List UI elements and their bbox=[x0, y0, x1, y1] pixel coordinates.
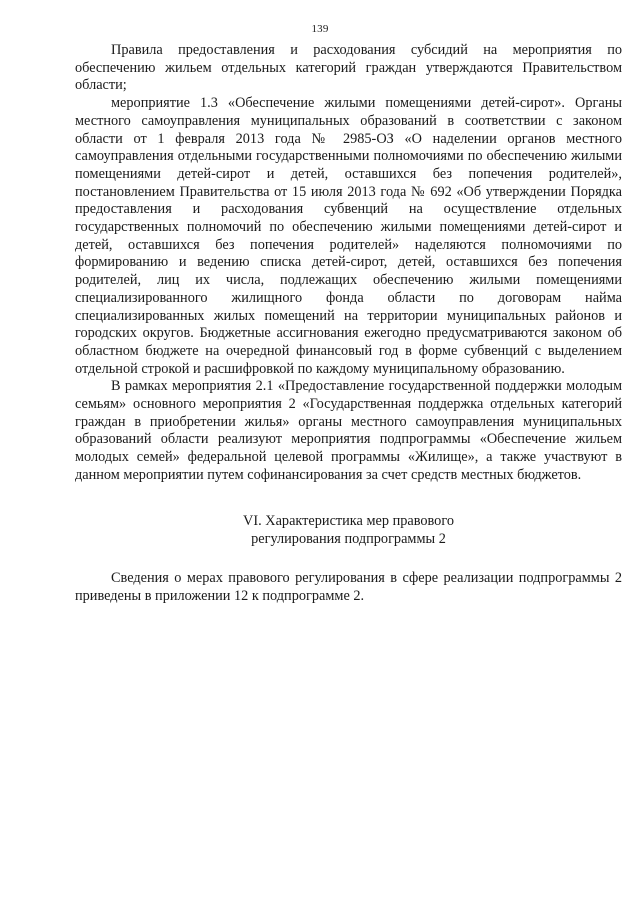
section-heading-line-1: VI. Характеристика мер правового bbox=[243, 513, 454, 529]
body-text bbox=[75, 42, 622, 485]
section-heading-line-2: регулирования подпрограммы 2 bbox=[251, 530, 446, 547]
page-number: 139 bbox=[311, 23, 329, 35]
paragraph-legal-regulation: Сведения о мерах правового регулирования в сфере реализации подпрограммы 2 приведены в приложении 12 к подпрограмме 2. bbox=[75, 570, 622, 604]
section-heading bbox=[75, 513, 622, 548]
paragraph-measure-1-3: мероприятие 1.3 «Обеспечение жилыми помещениями детей-сирот». Органы местного самоуправления муниципальных образований в соответствии с законом области от 1 февраля 2013 года № 2985-ОЗ «О наделении органов местного самоуправления отдельными государственными полномочиями по обеспечению жилыми помещениями детей-сирот и детей, оставшихся без попечения родителей», постановлением Правительства от 15 июля 2013 года № 692 «Об утверждении Порядка предоставления и расходования субвенций на осуществление отдельных государственных полномочий по обеспечению жилыми помещениями детей-сирот и детей, оставшихся без попечения родителей» наделяются полномочиями по формированию и ведению списка детей-сирот, детей, оставшихся без попечения родителей, лиц их числа, подлежащих обеспечению жилыми помещениями специализированного жилищного фонда области по договорам найма специализированных жилых помещений на территории муниципальных районов и городских округов. Бюджетные ассигнования ежегодно предусматриваются законом об областном бюджете на очередной финансовый год в форме субвенций с выделением отдельной строкой и расшифровкой по каждому муниципальному образованию. bbox=[75, 95, 622, 377]
paragraph-measure-2-1: В рамках мероприятия 2.1 «Предоставление государственной поддержки молодым семьям» основного мероприятия 2 «Государственная поддержка отдельных категорий граждан в приобретении жилья» органы местного самоуправления муниципальных образований области реализуют мероприятия подпрограммы «Обеспечение жильем молодых семей» федеральной целевой программы «Жилище», а также участвуют в данном мероприятии путем софинансирования за счет средств местных бюджетов. bbox=[75, 378, 622, 483]
section-text bbox=[75, 570, 622, 605]
paragraph-subsidy-rules: Правила предоставления и расходования субсидий на мероприятия по обеспечению жильем отдельных категорий граждан утверждаются Правительством области; bbox=[75, 42, 622, 94]
